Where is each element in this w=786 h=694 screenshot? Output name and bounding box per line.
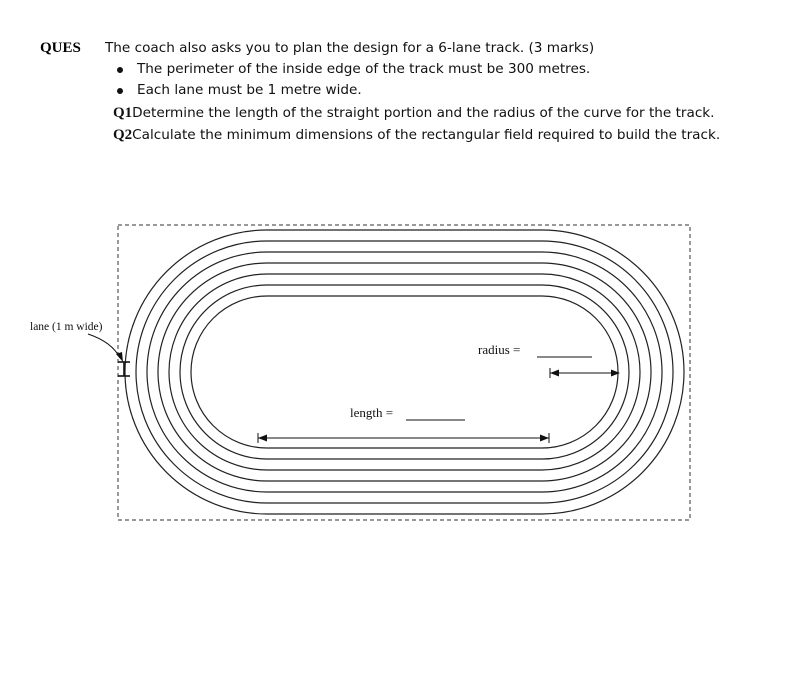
- lane-line-5: [147, 252, 662, 492]
- sub-question-1-label: Q1: [113, 105, 133, 121]
- length-arrowhead-right: [540, 435, 549, 442]
- lane-line-2: [180, 285, 629, 459]
- track-lanes: [125, 230, 684, 514]
- radius-label: radius =: [478, 342, 521, 357]
- lane-label: lane (1 m wide): [30, 321, 103, 333]
- bullet-item-1: The perimeter of the inside edge of the track must be 300 metres.: [137, 61, 591, 77]
- lane-width-marker: [118, 362, 130, 376]
- length-label: length =: [350, 405, 394, 420]
- question-intro: The coach also asks you to plan the design for a 6-lane track. (3 marks): [105, 40, 595, 56]
- radius-arrowhead-left: [550, 370, 559, 377]
- length-arrowhead-left: [258, 435, 267, 442]
- question-tag: QUES: [40, 40, 81, 56]
- bullet-item-2: Each lane must be 1 metre wide.: [137, 82, 362, 98]
- lane-line-6: [136, 241, 673, 503]
- radius-arrowhead-right: [611, 370, 620, 377]
- sub-question-1-text: Determine the length of the straight portion and the radius of the curve for the track.: [132, 105, 715, 121]
- lane-pointer-arrow: [88, 334, 120, 358]
- lane-line-7: [125, 230, 684, 514]
- sub-question-2-label: Q2: [113, 127, 133, 143]
- lane-line-3: [169, 274, 640, 470]
- sub-question-2-text: Calculate the minimum dimensions of the rectangular field required to build the track.: [132, 127, 721, 143]
